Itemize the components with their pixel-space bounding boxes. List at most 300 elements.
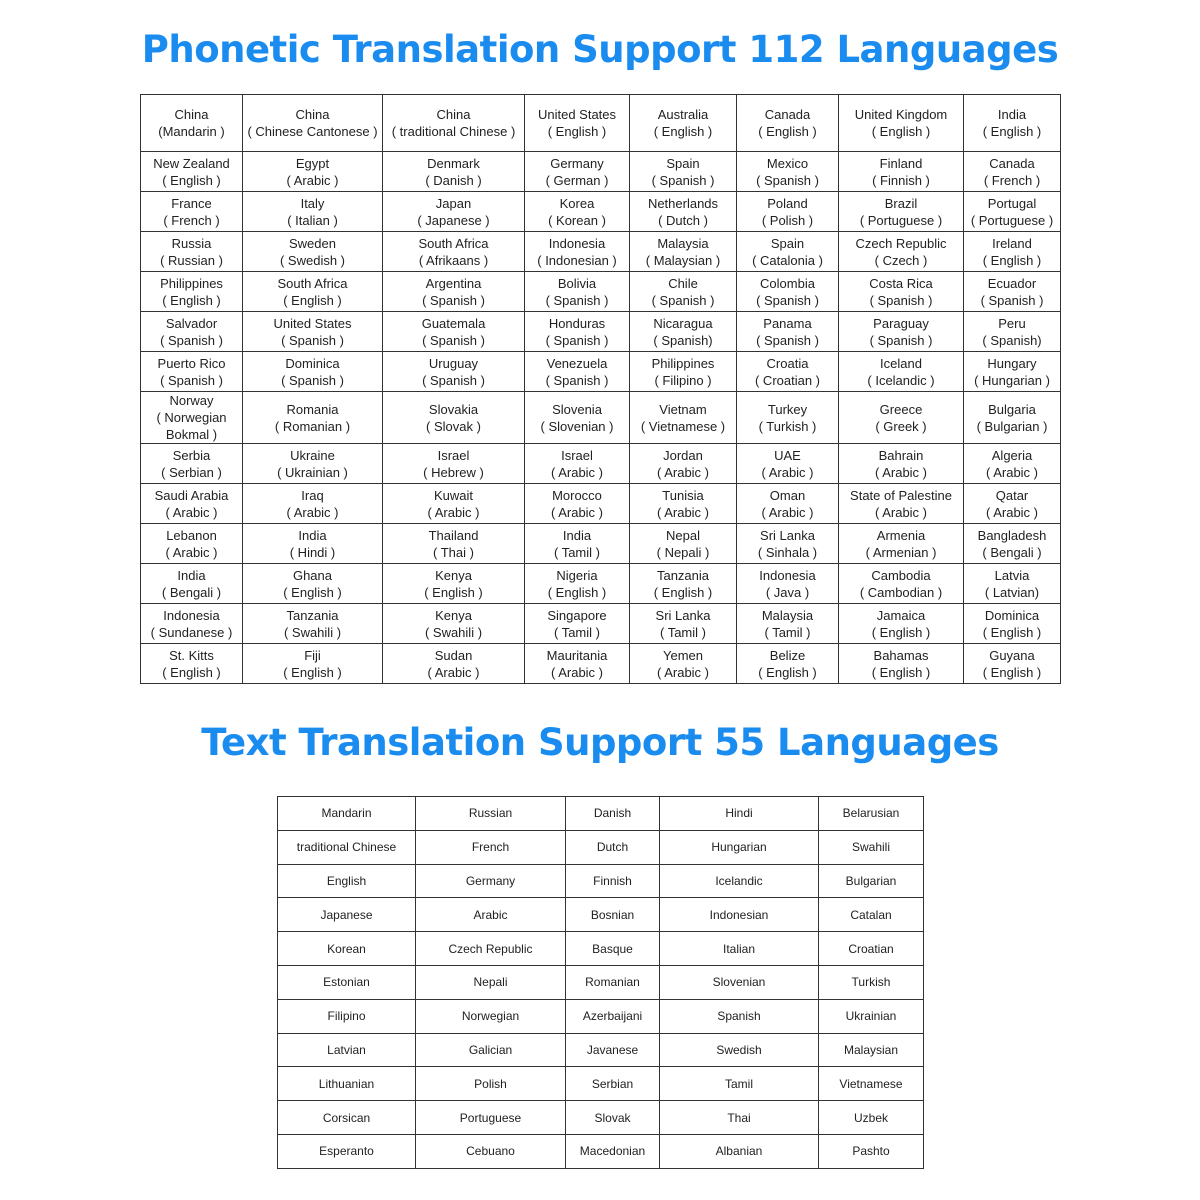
- country-label: Nepal: [666, 527, 700, 543]
- language-label: (Mandarin ): [158, 124, 225, 139]
- language-cell: [383, 192, 525, 232]
- language-cell: Azerbaijani: [566, 999, 660, 1033]
- language-label: ( Arabic ): [427, 504, 480, 520]
- country-label: Egypt: [295, 155, 330, 171]
- table-row: [141, 352, 1061, 392]
- country-label: Latvia: [994, 567, 1030, 583]
- language-cell: [141, 95, 243, 152]
- language-label: ( Malaysian ): [645, 252, 721, 268]
- language-label: ( Spanish ): [281, 332, 344, 348]
- country-label: Argentina: [425, 275, 482, 291]
- language-label: ( Spanish ): [869, 332, 933, 348]
- language-label: ( Spanish ): [545, 292, 609, 308]
- language-cell: [243, 232, 383, 272]
- language-cell: [525, 95, 630, 152]
- language-cell: Portuguese: [416, 1101, 566, 1135]
- language-label: ( Spanish ): [980, 292, 1044, 308]
- text-language-table: [277, 796, 924, 1169]
- country-label: Hungary: [987, 355, 1037, 371]
- language-cell: [839, 444, 964, 484]
- language-cell: Arabic: [416, 898, 566, 932]
- language-label: ( Serbian ): [161, 464, 222, 480]
- language-cell: Finnish: [566, 864, 660, 898]
- country-label: Malaysia: [657, 235, 709, 251]
- country-label: Croatia: [766, 355, 809, 371]
- country-label: Morocco: [552, 487, 602, 503]
- language-label: ( English ): [653, 124, 713, 139]
- language-label: ( English ): [871, 664, 931, 680]
- language-label: ( Spanish ): [545, 332, 609, 348]
- language-label: ( Tamil ): [554, 624, 600, 640]
- language-cell: [630, 352, 737, 392]
- language-cell: [964, 564, 1061, 604]
- country-label: Denmark: [427, 155, 480, 171]
- language-label: ( Croatian ): [754, 372, 821, 388]
- language-cell: [737, 232, 839, 272]
- language-cell: [964, 272, 1061, 312]
- language-cell: [141, 192, 243, 232]
- language-label: ( Czech ): [874, 252, 928, 268]
- country-label: Spain: [666, 155, 700, 171]
- table-row: [141, 312, 1061, 352]
- language-label: ( English ): [758, 124, 817, 139]
- phonetic-title: Phonetic Translation Support 112 Languages: [141, 28, 1059, 71]
- language-cell: [243, 564, 383, 604]
- country-label: Philippines: [160, 275, 223, 291]
- language-cell: [525, 392, 630, 444]
- language-cell: Spanish: [660, 999, 819, 1033]
- country-label: Australia: [657, 107, 709, 122]
- language-cell: [630, 392, 737, 444]
- phonetic-language-table: [140, 94, 1061, 684]
- language-cell: [243, 152, 383, 192]
- language-label: ( Arabic ): [550, 504, 603, 520]
- country-label: Tunisia: [662, 487, 704, 503]
- table-row: [278, 1067, 924, 1101]
- country-label: Singapore: [547, 607, 607, 623]
- language-label: ( Vietnamese ): [640, 418, 726, 434]
- language-cell: [383, 392, 525, 444]
- country-label: New Zealand: [153, 155, 230, 171]
- language-cell: [383, 152, 525, 192]
- country-label: Bolivia: [557, 275, 597, 291]
- language-label: ( English ): [162, 292, 221, 308]
- language-cell: Danish: [566, 797, 660, 831]
- language-label: ( Spanish ): [160, 332, 223, 348]
- country-label: Israel: [561, 447, 593, 463]
- language-cell: [630, 644, 737, 684]
- country-label: Sri Lanka: [760, 527, 815, 543]
- language-cell: [630, 192, 737, 232]
- language-cell: [737, 444, 839, 484]
- language-label: ( Arabic ): [165, 504, 218, 520]
- country-label: Ukraine: [290, 447, 335, 463]
- table-row: [141, 95, 1061, 152]
- country-label: Kenya: [435, 567, 472, 583]
- language-label: ( English ): [283, 584, 342, 600]
- language-cell: Croatian: [819, 932, 924, 966]
- language-cell: Estonian: [278, 965, 416, 999]
- table-row: [278, 830, 924, 864]
- language-label: ( English ): [758, 664, 817, 680]
- country-label: Oman: [769, 487, 806, 503]
- country-label: Colombia: [760, 275, 815, 291]
- language-cell: [525, 312, 630, 352]
- language-cell: [383, 272, 525, 312]
- language-cell: Latvian: [278, 1033, 416, 1067]
- language-label: ( Arabic ): [427, 664, 480, 680]
- country-label: Malaysia: [761, 607, 814, 623]
- country-label: Kenya: [435, 607, 472, 623]
- language-cell: [964, 312, 1061, 352]
- language-cell: [737, 95, 839, 152]
- language-cell: Hindi: [660, 797, 819, 831]
- language-cell: Slovenian: [660, 965, 819, 999]
- language-label: ( Russian ): [160, 252, 223, 268]
- language-cell: Corsican: [278, 1101, 416, 1135]
- language-cell: [630, 444, 737, 484]
- language-label: ( Arabic ): [656, 504, 709, 520]
- country-label: Lebanon: [166, 527, 217, 543]
- language-cell: [630, 232, 737, 272]
- country-label: Venezuela: [546, 355, 608, 371]
- country-label: South Africa: [418, 235, 489, 251]
- language-cell: [839, 312, 964, 352]
- language-label: ( Arabic ): [656, 464, 709, 480]
- language-cell: Cebuano: [416, 1134, 566, 1168]
- language-cell: [383, 352, 525, 392]
- language-cell: Czech Republic: [416, 932, 566, 966]
- country-label: India: [298, 527, 327, 543]
- country-label: Iraq: [301, 487, 324, 503]
- language-cell: [383, 232, 525, 272]
- country-label: Bahrain: [878, 447, 924, 463]
- language-cell: [630, 604, 737, 644]
- language-cell: [839, 524, 964, 564]
- language-label: ( Finnish ): [872, 172, 930, 188]
- language-cell: Galician: [416, 1033, 566, 1067]
- table-row: [141, 192, 1061, 232]
- language-cell: [839, 392, 964, 444]
- language-cell: [383, 604, 525, 644]
- country-label: Portugal: [987, 195, 1037, 211]
- country-label: Thailand: [428, 527, 479, 543]
- language-label: ( Sinhala ): [757, 544, 818, 560]
- language-label: ( Japanese ): [417, 212, 490, 228]
- language-cell: Italian: [660, 932, 819, 966]
- language-cell: [243, 312, 383, 352]
- country-label: Bulgaria: [988, 401, 1036, 417]
- language-label: ( Arabic ): [286, 504, 339, 520]
- language-label: ( Spanish ): [651, 172, 715, 188]
- language-label: ( Cambodian ): [859, 584, 943, 600]
- language-label: ( Spanish ): [651, 292, 715, 308]
- language-label: ( Spanish): [982, 332, 1042, 348]
- language-label: ( English ): [982, 252, 1042, 268]
- language-cell: Russian: [416, 797, 566, 831]
- language-cell: Catalan: [819, 898, 924, 932]
- language-label: ( Spanish ): [422, 332, 485, 348]
- language-label: ( Bengali ): [161, 584, 222, 600]
- language-label: ( Arabic ): [874, 504, 927, 520]
- language-label: ( Portuguese ): [859, 212, 943, 228]
- country-label: UAE: [774, 447, 801, 463]
- country-label: Dominica: [285, 355, 340, 371]
- country-label: Israel: [437, 447, 470, 463]
- language-label: ( Catalonia ): [752, 252, 823, 268]
- country-label: Philippines: [651, 355, 715, 371]
- language-cell: Lithuanian: [278, 1067, 416, 1101]
- language-cell: Japanese: [278, 898, 416, 932]
- language-cell: Tamil: [660, 1067, 819, 1101]
- country-label: Iceland: [880, 355, 922, 371]
- language-cell: [243, 604, 383, 644]
- language-label: ( Filipino ): [654, 372, 712, 388]
- language-label: ( Armenian ): [865, 544, 937, 560]
- language-label: ( Bulgarian ): [976, 418, 1048, 434]
- language-cell: [243, 524, 383, 564]
- language-label: ( Greek ): [875, 418, 927, 434]
- language-cell: [839, 644, 964, 684]
- language-label: ( French ): [983, 172, 1041, 188]
- language-label: ( Arabic ): [761, 464, 814, 480]
- language-label: ( Korean ): [548, 212, 606, 228]
- language-cell: [737, 312, 839, 352]
- country-label: Canada: [764, 107, 811, 122]
- language-label: ( Hindi ): [289, 544, 336, 560]
- language-cell: [525, 352, 630, 392]
- language-cell: [839, 192, 964, 232]
- language-label: ( Spanish ): [422, 292, 485, 308]
- language-cell: [839, 95, 964, 152]
- language-label: ( Danish ): [425, 172, 482, 188]
- country-label: Puerto Rico: [157, 355, 226, 371]
- language-label: ( traditional Chinese ): [391, 124, 516, 139]
- language-cell: [243, 644, 383, 684]
- language-label: ( Java ): [765, 584, 810, 600]
- language-cell: [383, 644, 525, 684]
- language-cell: Indonesian: [660, 898, 819, 932]
- language-label: ( English ): [871, 124, 931, 139]
- country-label: China: [436, 107, 471, 122]
- language-cell: Filipino: [278, 999, 416, 1033]
- language-cell: [383, 564, 525, 604]
- language-label: ( Portuguese ): [970, 212, 1054, 228]
- language-label: ( Spanish ): [160, 372, 223, 388]
- language-cell: [630, 524, 737, 564]
- language-cell: [525, 232, 630, 272]
- country-label: Finland: [879, 155, 923, 171]
- country-label: Salvador: [165, 315, 218, 331]
- country-label: Poland: [767, 195, 808, 211]
- language-cell: [243, 272, 383, 312]
- language-cell: Uzbek: [819, 1101, 924, 1135]
- table-row: [141, 444, 1061, 484]
- language-label: ( English ): [283, 664, 342, 680]
- language-label: ( German ): [545, 172, 609, 188]
- country-label: Vietnam: [659, 401, 707, 417]
- language-label: ( Polish ): [761, 212, 814, 228]
- language-label: ( Arabic ): [985, 464, 1038, 480]
- country-label: Dominica: [984, 607, 1040, 623]
- language-cell: [630, 312, 737, 352]
- language-cell: Polish: [416, 1067, 566, 1101]
- country-label: Qatar: [995, 487, 1029, 503]
- country-label: Ghana: [292, 567, 333, 583]
- language-label: ( Spanish): [653, 332, 713, 348]
- table-row: [141, 644, 1061, 684]
- table-row: [141, 484, 1061, 524]
- language-label: ( Tamil ): [764, 624, 811, 640]
- language-label: ( Italian ): [287, 212, 338, 228]
- language-label: ( Arabic ): [286, 172, 339, 188]
- language-cell: French: [416, 830, 566, 864]
- language-cell: Norwegian: [416, 999, 566, 1033]
- language-cell: [525, 644, 630, 684]
- language-label: ( Spanish ): [756, 292, 819, 308]
- table-row: [278, 965, 924, 999]
- country-label: Guyana: [989, 647, 1035, 663]
- country-label: Nicaragua: [653, 315, 713, 331]
- language-cell: Bulgarian: [819, 864, 924, 898]
- language-label: ( Chinese Cantonese ): [247, 124, 378, 139]
- language-cell: [243, 192, 383, 232]
- language-cell: traditional Chinese: [278, 830, 416, 864]
- language-cell: Esperanto: [278, 1134, 416, 1168]
- country-label: Mexico: [766, 155, 809, 171]
- language-label: ( Latvian): [984, 584, 1040, 600]
- language-cell: [737, 564, 839, 604]
- language-cell: [525, 564, 630, 604]
- language-cell: [141, 644, 243, 684]
- language-cell: Hungarian: [660, 830, 819, 864]
- language-label: ( Nepali ): [656, 544, 710, 560]
- country-label: Turkey: [767, 401, 808, 417]
- table-row: [278, 999, 924, 1033]
- language-label: ( Spanish ): [281, 372, 344, 388]
- language-cell: Turkish: [819, 965, 924, 999]
- language-cell: [737, 604, 839, 644]
- language-label: ( English ): [162, 172, 221, 188]
- country-label: South Africa: [277, 275, 348, 291]
- language-label: ( Turkish ): [758, 418, 817, 434]
- language-cell: [141, 352, 243, 392]
- language-label: ( Spanish ): [869, 292, 933, 308]
- language-cell: [737, 392, 839, 444]
- language-label: ( Arabic ): [550, 464, 603, 480]
- language-label: ( Swahili ): [424, 624, 483, 640]
- language-cell: [525, 604, 630, 644]
- language-cell: [839, 604, 964, 644]
- table-row: [278, 797, 924, 831]
- country-label: Norway: [169, 393, 214, 408]
- language-cell: [525, 444, 630, 484]
- country-label: Algeria: [991, 447, 1033, 463]
- text-title: Text Translation Support 55 Languages: [201, 721, 999, 764]
- language-label: ( Thai ): [433, 544, 474, 560]
- language-cell: [141, 604, 243, 644]
- language-cell: Swedish: [660, 1033, 819, 1067]
- language-label: ( English ): [653, 584, 713, 600]
- language-cell: [525, 272, 630, 312]
- table-row: [278, 932, 924, 966]
- language-cell: [243, 95, 383, 152]
- country-label: Bahamas: [873, 647, 929, 663]
- language-label: ( Arabic ): [761, 504, 814, 520]
- language-cell: Icelandic: [660, 864, 819, 898]
- language-label: ( Swedish ): [279, 252, 346, 268]
- table-row: [278, 898, 924, 932]
- language-label: ( Arabic ): [550, 664, 603, 680]
- language-label: ( English ): [871, 624, 931, 640]
- language-cell: [630, 484, 737, 524]
- language-cell: Thai: [660, 1101, 819, 1135]
- language-label: ( Arabic ): [985, 504, 1038, 520]
- country-label: United Kingdom: [854, 107, 948, 122]
- language-cell: [839, 352, 964, 392]
- country-label: Uruguay: [428, 355, 479, 371]
- language-label: ( Arabic ): [165, 544, 218, 560]
- language-cell: [243, 392, 383, 444]
- language-cell: [525, 152, 630, 192]
- country-label: Tanzania: [656, 567, 710, 583]
- table-row: [141, 272, 1061, 312]
- country-label: Costa Rica: [869, 275, 933, 291]
- country-label: Mauritania: [546, 647, 608, 663]
- language-cell: Basque: [566, 932, 660, 966]
- language-cell: Dutch: [566, 830, 660, 864]
- country-label: Fiji: [304, 647, 321, 663]
- language-cell: [964, 192, 1061, 232]
- table-row: [141, 524, 1061, 564]
- language-cell: [243, 484, 383, 524]
- language-label: ( Afrikaans ): [418, 252, 489, 268]
- language-label: ( Slovak ): [426, 418, 481, 434]
- language-cell: [630, 564, 737, 604]
- language-label: ( Spanish ): [422, 372, 485, 388]
- language-cell: [630, 272, 737, 312]
- country-label: Indonesia: [548, 235, 606, 251]
- language-cell: Javanese: [566, 1033, 660, 1067]
- language-label: ( Slovenian ): [540, 418, 614, 434]
- table-row: [278, 864, 924, 898]
- language-cell: [383, 484, 525, 524]
- country-label: United States: [273, 315, 352, 331]
- language-label: ( Ukrainian ): [277, 464, 348, 480]
- language-label: ( Arabic ): [656, 664, 709, 680]
- table-row: [141, 152, 1061, 192]
- language-label: ( English ): [547, 584, 607, 600]
- country-label: Cambodia: [871, 567, 931, 583]
- country-label: Tanzania: [286, 607, 339, 623]
- country-label: Nigeria: [556, 567, 598, 583]
- country-label: France: [171, 195, 212, 211]
- language-cell: Mandarin: [278, 797, 416, 831]
- table-row: [278, 1134, 924, 1168]
- country-label: Serbia: [172, 447, 211, 463]
- country-label: Italy: [300, 195, 325, 211]
- language-cell: [964, 152, 1061, 192]
- language-cell: [964, 604, 1061, 644]
- language-label: ( Dutch ): [658, 212, 708, 228]
- language-cell: Korean: [278, 932, 416, 966]
- language-cell: Pashto: [819, 1134, 924, 1168]
- language-label: ( Indonesian ): [537, 252, 617, 268]
- table-row: [141, 564, 1061, 604]
- country-label: Kuwait: [433, 487, 474, 503]
- language-cell: [630, 152, 737, 192]
- language-cell: [383, 95, 525, 152]
